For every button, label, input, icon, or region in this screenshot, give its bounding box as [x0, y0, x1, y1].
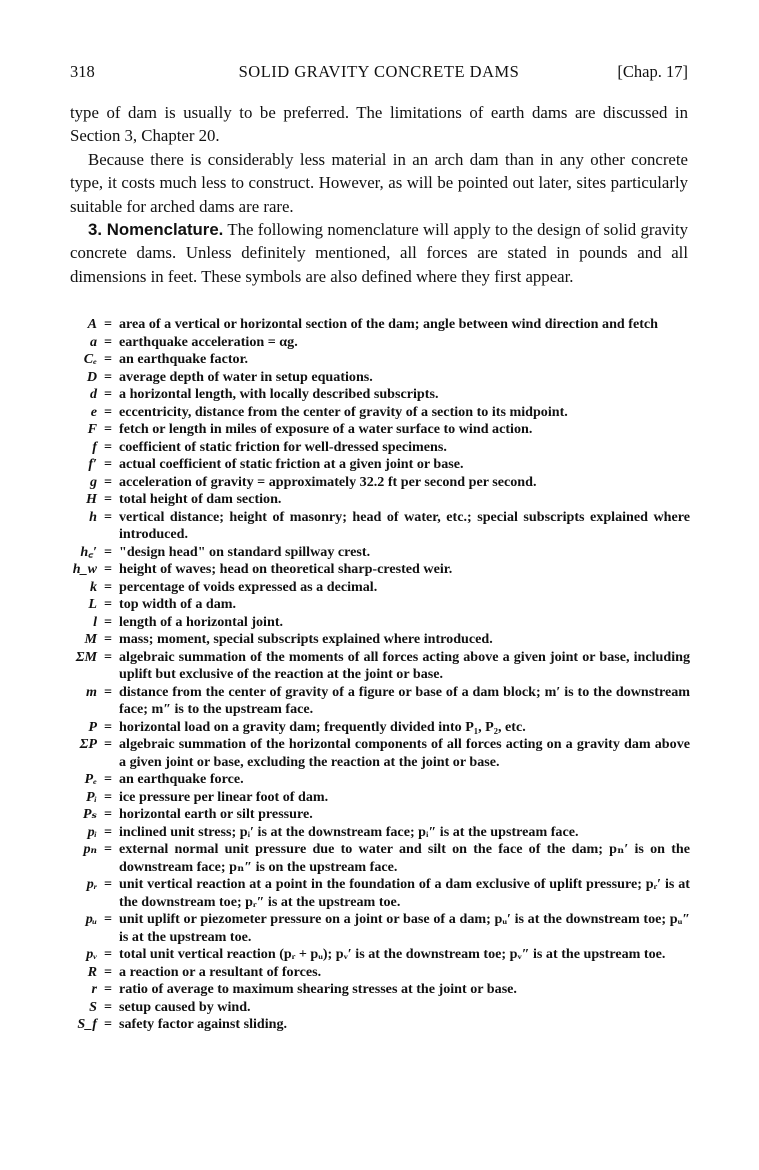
equals-sign: =: [103, 508, 113, 525]
page-number: 318: [70, 62, 95, 81]
nomenclature-definition: actual coefficient of static friction at a given joint or base.: [119, 456, 464, 472]
nomenclature-entry: [72, 316, 690, 334]
nomenclature-definition: average depth of water in setup equations.: [119, 368, 373, 385]
nomenclature-entry: [72, 824, 690, 842]
nomenclature-symbol: Pₑ: [84, 771, 97, 787]
nomenclature-entry: [72, 911, 690, 946]
equals-sign: =: [103, 911, 113, 927]
nomenclature-definition: an earthquake factor.: [119, 351, 249, 367]
equals-sign: =: [103, 683, 113, 700]
equals-sign: =: [103, 578, 113, 595]
nomenclature-definition: eccentricity, distance from the center of gravity of a section to its midpoint.: [119, 403, 568, 420]
nomenclature-entry: [72, 509, 690, 544]
nomenclature-entry: [72, 649, 690, 684]
equals-sign: =: [103, 631, 113, 647]
nomenclature-symbol: H: [86, 491, 97, 507]
equals-sign: =: [103, 438, 113, 455]
nomenclature-entry: [72, 334, 690, 352]
page-header: [70, 62, 688, 86]
nomenclature-entry: [72, 491, 690, 509]
nomenclature-symbol: h: [89, 508, 97, 525]
nomenclature-symbol: pᵣ: [86, 876, 97, 892]
nomenclature-symbol: f: [92, 438, 97, 455]
equals-sign: =: [103, 998, 113, 1015]
equals-sign: =: [103, 543, 113, 560]
nomenclature-symbol: h꜀′: [80, 543, 97, 560]
nomenclature-symbol: pᵥ: [86, 946, 97, 962]
equals-sign: =: [103, 788, 113, 805]
equals-sign: =: [103, 561, 113, 577]
nomenclature-definition: fetch or length in miles of exposure of a water surface to wind action.: [119, 421, 533, 437]
equals-sign: =: [103, 648, 113, 665]
equals-sign: =: [103, 876, 113, 892]
nomenclature-definition: horizontal earth or silt pressure.: [119, 806, 313, 822]
section-paragraph: [70, 218, 688, 288]
equals-sign: =: [103, 368, 113, 385]
equals-sign: =: [103, 596, 113, 612]
nomenclature-definition: height of waves; head on theoretical sharp-crested weir.: [119, 561, 453, 577]
nomenclature-symbol: d: [89, 386, 97, 402]
nomenclature-definition: total unit vertical reaction (pᵣ + pᵤ); pᵥ′ is at the downstream toe; pᵥ″ is at the upstream toe.: [119, 946, 666, 962]
equals-sign: =: [103, 316, 113, 332]
nomenclature-definition: algebraic summation of the moments of all forces acting above a given joint or base, including uplift but exclusive of the reaction at the joint or base.: [119, 648, 690, 682]
nomenclature-definition: mass; moment, special subscripts explained where introduced.: [119, 631, 493, 647]
nomenclature-definition: a reaction or a resultant of forces.: [119, 963, 322, 980]
nomenclature-entry: [72, 841, 690, 876]
nomenclature-symbol: ΣM: [75, 648, 97, 665]
nomenclature-entry: [72, 404, 690, 422]
nomenclature-entry: [72, 369, 690, 387]
equals-sign: =: [103, 473, 113, 490]
nomenclature-entry: [72, 351, 690, 369]
nomenclature-entry: [72, 579, 690, 597]
equals-sign: =: [103, 421, 113, 437]
equals-sign: =: [103, 351, 113, 367]
nomenclature-entry: [72, 421, 690, 439]
nomenclature-entry: [72, 981, 690, 999]
nomenclature-definition: length of a horizontal joint.: [119, 613, 284, 630]
nomenclature-definition: safety factor against sliding.: [119, 1016, 288, 1032]
nomenclature-symbol: Pₛ: [82, 806, 97, 822]
nomenclature-symbol: D: [86, 368, 97, 385]
nomenclature-definition: algebraic summation of the horizontal components of all forces acting on a gravity dam above a given joint or base, excluding the reaction at the joint or base.: [119, 736, 690, 770]
nomenclature-definition: unit vertical reaction at a point in the foundation of a dam exclusive of uplift pressure; pᵣ′ is at the downstream toe; pᵣ″ is at the upstream toe.: [119, 876, 690, 910]
equals-sign: =: [103, 403, 113, 420]
nomenclature-symbol: Cₑ: [83, 351, 97, 367]
nomenclature-entry: [72, 596, 690, 614]
equals-sign: =: [103, 386, 113, 402]
nomenclature-definition: area of a vertical or horizontal section of the dam; angle between wind direction and fetch: [119, 316, 659, 332]
nomenclature-definition: ratio of average to maximum shearing stresses at the joint or base.: [119, 981, 517, 997]
nomenclature-entry: [72, 544, 690, 562]
nomenclature-symbol: R: [87, 963, 97, 980]
nomenclature-definition: "design head" on standard spillway crest.: [119, 543, 371, 560]
equals-sign: =: [103, 771, 113, 787]
equals-sign: =: [103, 456, 113, 472]
nomenclature-entry: [72, 631, 690, 649]
equals-sign: =: [103, 333, 113, 350]
nomenclature-definition: ice pressure per linear foot of dam.: [119, 788, 329, 805]
nomenclature-symbol: h_w: [72, 561, 97, 577]
nomenclature-symbol: L: [88, 596, 97, 612]
nomenclature-definition: top width of a dam.: [119, 596, 237, 612]
nomenclature-entry: [72, 946, 690, 964]
nomenclature-entry: [72, 456, 690, 474]
nomenclature-entry: [72, 439, 690, 457]
nomenclature-entry: [72, 789, 690, 807]
nomenclature-entry: [72, 1016, 690, 1034]
nomenclature-definition: horizontal load on a gravity dam; frequently divided into P₁, P₂, etc.: [119, 718, 526, 735]
paragraph-1: type of dam is usually to be preferred. The limitations of earth dams are discussed in Section 3, Chapter 20.: [70, 103, 688, 146]
nomenclature-entry: [72, 614, 690, 632]
equals-sign: =: [103, 823, 113, 840]
nomenclature-entry: [72, 386, 690, 404]
equals-sign: =: [103, 841, 113, 857]
nomenclature-definition: distance from the center of gravity of a figure or base of a dam block; m′ is to the downstream face; m″ is to the upstream face.: [119, 683, 690, 717]
nomenclature-definition: unit uplift or piezometer pressure on a joint or base of a dam; pᵤ′ is at the downstream toe; pᵤ″ is at the upstream toe.: [119, 911, 690, 945]
nomenclature-symbol: r: [91, 981, 97, 997]
nomenclature-symbol: ΣP: [79, 736, 97, 752]
nomenclature-symbol: S: [89, 998, 97, 1015]
nomenclature-symbol: F: [87, 421, 97, 437]
nomenclature-symbol: P: [88, 718, 97, 735]
nomenclature-symbol: pᵢ: [87, 823, 97, 840]
nomenclature-symbol: l: [93, 613, 97, 630]
nomenclature-definition: external normal unit pressure due to water and silt on the face of the dam; pₙ′ is on the downstream face; pₙ″ is on the upstream face.: [119, 841, 690, 875]
nomenclature-definition: total height of dam section.: [119, 491, 282, 507]
nomenclature-symbol: Pᵢ: [86, 788, 97, 805]
nomenclature-entry: [72, 474, 690, 492]
equals-sign: =: [103, 946, 113, 962]
nomenclature-definition: inclined unit stress; pᵢ′ is at the downstream face; pᵢ″ is at the upstream face.: [119, 823, 579, 840]
nomenclature-list: [72, 316, 690, 1034]
nomenclature-symbol: pᵤ: [85, 911, 97, 927]
chapter-label: [Chap. 17]: [617, 62, 688, 81]
nomenclature-definition: an earthquake force.: [119, 771, 244, 787]
nomenclature-definition: earthquake acceleration = αg.: [119, 333, 298, 350]
equals-sign: =: [103, 981, 113, 997]
nomenclature-symbol: f′: [88, 456, 97, 472]
nomenclature-entry: [72, 999, 690, 1017]
nomenclature-symbol: g: [89, 473, 97, 490]
nomenclature-entry: [72, 736, 690, 771]
nomenclature-symbol: k: [89, 578, 97, 595]
nomenclature-entry: [72, 561, 690, 579]
nomenclature-symbol: m: [86, 683, 97, 700]
nomenclature-entry: [72, 684, 690, 719]
equals-sign: =: [103, 806, 113, 822]
nomenclature-symbol: A: [87, 316, 97, 332]
nomenclature-entry: [72, 876, 690, 911]
running-title: SOLID GRAVITY CONCRETE DAMS: [238, 62, 520, 81]
nomenclature-definition: acceleration of gravity = approximately 32.2 ft per second per second.: [119, 473, 537, 490]
nomenclature-symbol: S_f: [77, 1016, 97, 1032]
equals-sign: =: [103, 736, 113, 752]
nomenclature-entry: [72, 964, 690, 982]
body-text: [70, 101, 688, 288]
nomenclature-symbol: a: [89, 333, 97, 350]
nomenclature-definition: coefficient of static friction for well-dressed specimens.: [119, 438, 447, 455]
paragraph-2: Because there is considerably less material in an arch dam than in any other concrete type, it costs much less to construct. However, as will be pointed out later, sites particularly suitable for arched dams are rare.: [70, 149, 688, 216]
equals-sign: =: [103, 613, 113, 630]
nomenclature-definition: percentage of voids expressed as a decimal.: [119, 578, 378, 595]
nomenclature-entry: [72, 806, 690, 824]
equals-sign: =: [103, 1016, 113, 1032]
equals-sign: =: [103, 491, 113, 507]
equals-sign: =: [103, 963, 113, 980]
nomenclature-symbol: M: [84, 631, 97, 647]
section-heading: 3. Nomenclature.: [88, 220, 224, 240]
section-text: The following nomenclature will apply to the design of solid gravity concrete dams. Unless definitely mentioned, all forces are stated in pounds and all dimensions in feet. These symbols are also defined where they first appear.: [70, 220, 688, 286]
nomenclature-definition: vertical distance; height of masonry; head of water, etc.; special subscripts explained where introduced.: [119, 508, 690, 542]
nomenclature-definition: a horizontal length, with locally described subscripts.: [119, 386, 439, 402]
nomenclature-symbol: pₙ: [83, 841, 97, 857]
nomenclature-symbol: e: [90, 403, 97, 420]
nomenclature-entry: [72, 719, 690, 737]
nomenclature-definition: setup caused by wind.: [119, 998, 251, 1015]
nomenclature-entry: [72, 771, 690, 789]
equals-sign: =: [103, 718, 113, 735]
